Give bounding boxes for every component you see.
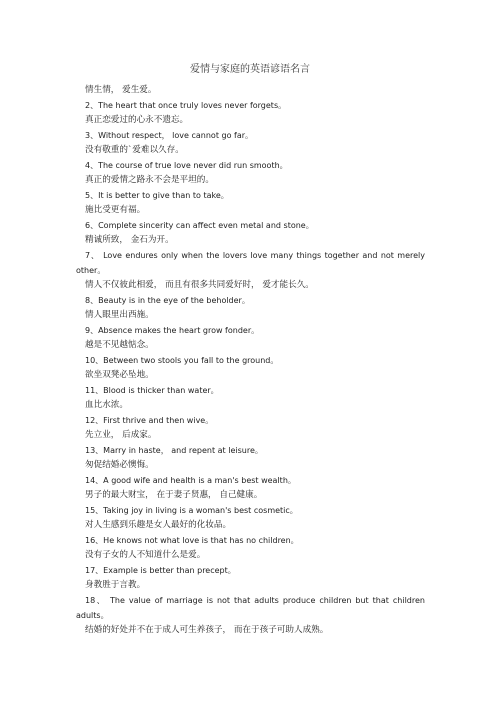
text-line: other。 xyxy=(76,266,106,275)
text-line: 8、Beauty is in the eye of the beholder。 xyxy=(85,296,250,305)
text-line: 精诚所致， 金石为开。 xyxy=(85,235,174,245)
text-line: 男子的最大财宝， 在于妻子贤惠， 自己健康。 xyxy=(85,490,263,500)
text-line: 7、 Love endures only when the lovers love many things together and not merely xyxy=(85,251,425,260)
text-line: 16、He knows not what love is that has no children。 xyxy=(85,536,299,545)
text-line: 14、A good wife and health is a man's best wealth。 xyxy=(85,476,296,485)
text-line: 先立业， 后成家。 xyxy=(85,430,157,440)
text-line: 4、The course of true love never did run smooth。 xyxy=(85,161,288,170)
text-line: 18、 The value of marriage is not that adults produce children but that children xyxy=(85,596,425,605)
text-line: 3、Without respect， love cannot go far。 xyxy=(85,131,254,140)
text-line: 9、Absence makes the heart grow fonder。 xyxy=(85,326,260,335)
text-line: 施比受更有福。 xyxy=(85,205,146,215)
text-line: 真正的爱情之路永不会是平坦的。 xyxy=(85,175,214,185)
text-line: 越是不见越惦念。 xyxy=(85,340,154,350)
text-line: 身教胜于言教。 xyxy=(85,580,146,590)
text-line: 情生情， 爱生爱。 xyxy=(85,85,157,95)
text-line: 2、The heart that once truly loves never forgets。 xyxy=(85,101,287,110)
text-line: 结婚的好处并不在于成人可生养孩子， 而在于孩子可助人成熟。 xyxy=(85,625,329,635)
text-line: 没有敬重的`爱难以久存。 xyxy=(85,145,184,155)
text-line: 对人生感到乐趣是女人最好的化妆品。 xyxy=(85,520,232,530)
text-line: 血比水浓。 xyxy=(85,400,128,410)
text-line: 15、Taking joy in living is a woman's best cosmetic。 xyxy=(85,506,298,515)
text-line: 匆促结婚必懊悔。 xyxy=(85,460,154,470)
document-title: 爱情与家庭的英语谚语名言 xyxy=(190,64,310,75)
text-line: 情人眼里出西施。 xyxy=(85,310,154,320)
text-line: 真正恋爱过的心永不遗忘。 xyxy=(85,115,189,125)
text-line: 欲坐双凳必坠地。 xyxy=(85,370,154,380)
text-line: 12、First thrive and then wive。 xyxy=(85,416,214,425)
text-line: 11、Blood is thicker than water。 xyxy=(85,386,219,395)
text-line: 10、Between two stools you fall to the ground。 xyxy=(85,356,279,365)
text-line: 情人不仅彼此相爱， 而且有很多共同爱好时， 爱才能长久。 xyxy=(85,280,314,290)
text-line: 17、Example is better than precept。 xyxy=(85,566,236,575)
text-line: 5、It is better to give than to take。 xyxy=(85,191,229,200)
text-line: 13、Marry in haste， and repent at leisure。 xyxy=(85,446,263,455)
document-body xyxy=(76,83,425,638)
text-line: adults。 xyxy=(76,611,109,620)
text-line: 6、Complete sincerity can affect even metal and stone。 xyxy=(85,221,314,230)
text-line: 没有子女的人不知道什么是爱。 xyxy=(85,550,206,560)
